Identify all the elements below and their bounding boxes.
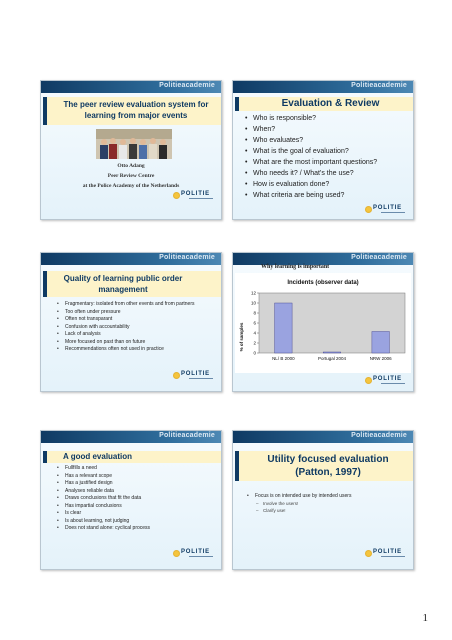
slide-header-bar — [41, 81, 221, 93]
logo-text: POLITIE — [373, 549, 402, 555]
author-organisation: at the Police Academy of the Netherlands — [82, 183, 180, 189]
list-item: • More focused on past than on future — [57, 339, 217, 347]
bar-3 — [372, 332, 390, 354]
y-tick-label: 12 — [250, 290, 256, 296]
list-item: • Often not transparant — [57, 316, 217, 324]
list-item: • Is clear — [57, 510, 217, 518]
slide-4 — [232, 252, 414, 392]
badge-icon — [173, 192, 180, 199]
author-role: Peer Review Centre — [107, 173, 155, 179]
slide-title: Utility focused evaluation (Patton, 1997) — [267, 454, 389, 478]
politie-logo — [173, 371, 217, 381]
logo-text: POLITIE — [373, 376, 402, 382]
bullet-list — [57, 301, 217, 354]
slide-title: Why learning is important — [261, 264, 330, 270]
bar-1 — [275, 303, 293, 353]
list-item: • Analyses reliable data — [57, 488, 217, 496]
slide-title: A good evaluation — [63, 452, 133, 461]
x-tick-label: Portugal 2004 — [317, 356, 347, 361]
badge-icon — [365, 377, 372, 384]
slide-title: Quality of learning public order management — [63, 274, 183, 294]
logo-text: POLITIE — [373, 205, 402, 211]
list-item: • What criteria are being used? — [245, 190, 410, 201]
page-number: 1 — [422, 612, 428, 624]
list-item: • What are the most important questions? — [245, 157, 410, 168]
list-item: • Confusion with accountability — [57, 324, 217, 332]
list-item: • Lack of analysis — [57, 331, 217, 339]
slide-title: The peer review evaluation system for learning from major events — [63, 100, 209, 120]
brand-label: Politieacademie — [351, 432, 407, 439]
brand-label: Politieacademie — [351, 254, 407, 261]
list-item: • Fragmentary: isolated from other events and from partners — [57, 301, 217, 309]
politie-logo — [173, 191, 217, 201]
list-item: • Has a relevant scope — [57, 473, 217, 481]
chart-title: Incidents (observer data) — [287, 280, 359, 286]
logo-text: POLITIE — [181, 371, 210, 377]
slide-6 — [232, 430, 414, 570]
list-item: • When? — [245, 124, 410, 135]
y-tick-label: 6 — [253, 320, 256, 326]
logo-text: POLITIE — [181, 549, 210, 555]
y-tick-label: 2 — [253, 340, 256, 346]
slide-5 — [40, 430, 222, 570]
badge-icon — [365, 206, 372, 213]
list-item: • How is evaluation done? — [245, 179, 410, 190]
brand-label: Politieacademie — [159, 432, 215, 439]
list-item: – Involve the users! — [255, 500, 405, 507]
slide-3 — [40, 252, 222, 392]
brand-label: Politieacademie — [159, 82, 215, 89]
author-name: Otto Adang — [117, 163, 145, 169]
bar-2 — [323, 352, 341, 353]
x-tick-label: NRW 2006 — [369, 356, 392, 361]
group-photo — [96, 129, 172, 159]
politie-logo — [365, 376, 409, 386]
bullet-list — [57, 465, 217, 533]
list-item: • Recommendations often not used in practice — [57, 346, 217, 354]
slide-title: Evaluation & Review — [281, 98, 380, 109]
list-item: • Has impartial conclusions — [57, 503, 217, 511]
slide-1 — [40, 80, 222, 220]
bullet-list — [247, 492, 407, 500]
y-tick-label: 0 — [253, 350, 256, 356]
list-item: • Who evaluates? — [245, 135, 410, 146]
y-tick-label: 10 — [250, 300, 256, 306]
y-axis-label: % of samples — [239, 322, 244, 352]
slide-2 — [232, 80, 414, 220]
politie-logo — [365, 205, 409, 215]
badge-icon — [173, 550, 180, 557]
y-tick-label: 4 — [253, 330, 256, 336]
list-item: • Focus is on intended use by intended users — [247, 492, 407, 500]
bullet-list — [245, 113, 410, 201]
badge-icon — [365, 550, 372, 557]
politie-logo — [365, 549, 409, 559]
logo-text: POLITIE — [181, 191, 210, 197]
slide-header-bar — [41, 431, 221, 443]
y-tick-label: 8 — [253, 310, 256, 316]
list-item: • Who needs it? / What’s the use? — [245, 168, 410, 179]
list-item: – Clarify use! — [255, 507, 405, 514]
x-tick-label: NL/ B 2000 — [272, 356, 295, 361]
list-item: • Does not stand alone: cyclical process — [57, 525, 217, 533]
slide-header-bar — [233, 431, 413, 443]
list-item: • Has a justified design — [57, 480, 217, 488]
sub-bullet-list — [255, 500, 405, 514]
list-item: • Draws conclusions that fit the data — [57, 495, 217, 503]
list-item: • Too often under pressure — [57, 309, 217, 317]
list-item: • Who is responsible? — [245, 113, 410, 124]
slide-header-bar — [41, 253, 221, 265]
slide-header-bar — [233, 81, 413, 93]
brand-label: Politieacademie — [351, 82, 407, 89]
list-item: • Is about learning, not judging — [57, 518, 217, 526]
brand-label: Politieacademie — [159, 254, 215, 261]
incidents-bar-chart — [235, 273, 411, 373]
list-item: • Fullfills a need — [57, 465, 217, 473]
politie-logo — [173, 549, 217, 559]
badge-icon — [173, 372, 180, 379]
list-item: • What is the goal of evaluation? — [245, 146, 410, 157]
